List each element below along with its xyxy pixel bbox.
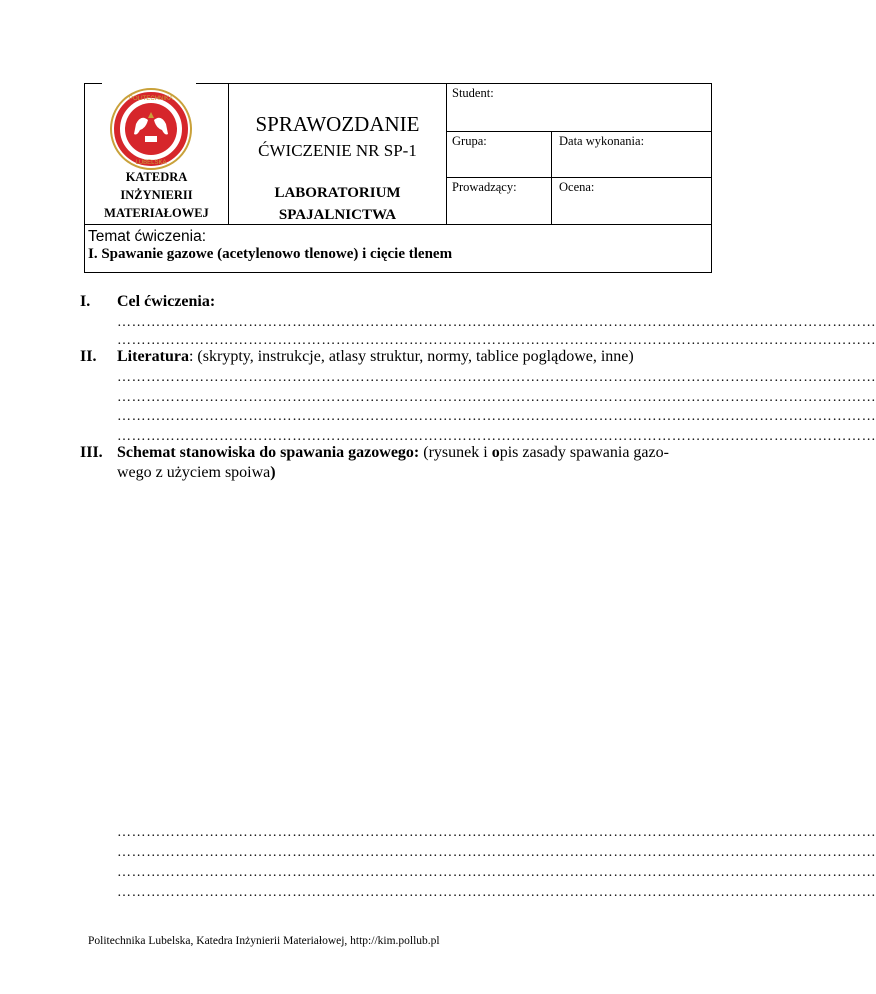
answer-line[interactable]: ………………………………………………………………………………………………………………………………………… xyxy=(117,409,876,424)
answer-line[interactable]: ………………………………………………………………………………………………………………………………………… xyxy=(117,885,876,900)
page-footer: Politechnika Lubelska, Katedra Inżynierii Materiałowej, http://kim.pollub.pl xyxy=(88,935,440,947)
drawing-area[interactable] xyxy=(117,490,702,820)
group-label: Grupa: xyxy=(452,134,487,148)
answer-line[interactable]: ………………………………………………………………………………………………………………………………………… xyxy=(117,429,876,444)
answer-line[interactable]: ………………………………………………………………………………………………………………………………………… xyxy=(117,845,876,860)
answer-line[interactable]: ………………………………………………………………………………………………………………………………………… xyxy=(117,390,876,405)
topic-value: I. Spawanie gazowe (acetylenowo tlenowe) i cięcie tlenem xyxy=(88,246,453,262)
student-label: Student: xyxy=(452,86,494,100)
instructor-label: Prowadzący: xyxy=(452,180,517,194)
university-logo xyxy=(106,84,196,174)
svg-text:POLITECHNIKA: POLITECHNIKA xyxy=(128,96,174,102)
answer-line[interactable]: ………………………………………………………………………………………………………………………………………… xyxy=(117,865,876,880)
section-3-heading-cont: wego z użyciem spoiwa) xyxy=(117,464,276,481)
section-3-heading: III. Schemat stanowiska do spawania gazowego: (rysunek i opis zasady spawania gazo- xyxy=(80,444,669,461)
section-1-heading: I. Cel ćwiczenia: xyxy=(80,293,216,310)
exercise-number: ĆWICZENIE NR SP-1 xyxy=(258,141,417,160)
department-name: KATEDRA INŻYNIERII MATERIAŁOWEJ xyxy=(104,170,209,220)
svg-text:LUBELSKA: LUBELSKA xyxy=(135,160,167,166)
grade-label: Ocena: xyxy=(559,180,595,194)
laboratory-name: LABORATORIUM SPAJALNICTWA xyxy=(274,185,401,223)
section-2-heading: II. Literatura: (skrypty, instrukcje, atlasy struktur, normy, tablice poglądowe, inne) xyxy=(80,348,634,365)
answer-line[interactable]: ………………………………………………………………………………………………………………………………………… xyxy=(117,315,876,330)
topic-label: Temat ćwiczenia: xyxy=(88,228,207,245)
answer-line[interactable]: ………………………………………………………………………………………………………………………………………… xyxy=(117,333,876,348)
report-title: SPRAWOZDANIE xyxy=(255,112,420,136)
answer-line[interactable]: ………………………………………………………………………………………………………………………………………… xyxy=(117,370,876,385)
answer-line[interactable]: ………………………………………………………………………………………………………………………………………… xyxy=(117,825,876,840)
date-label: Data wykonania: xyxy=(559,134,645,148)
